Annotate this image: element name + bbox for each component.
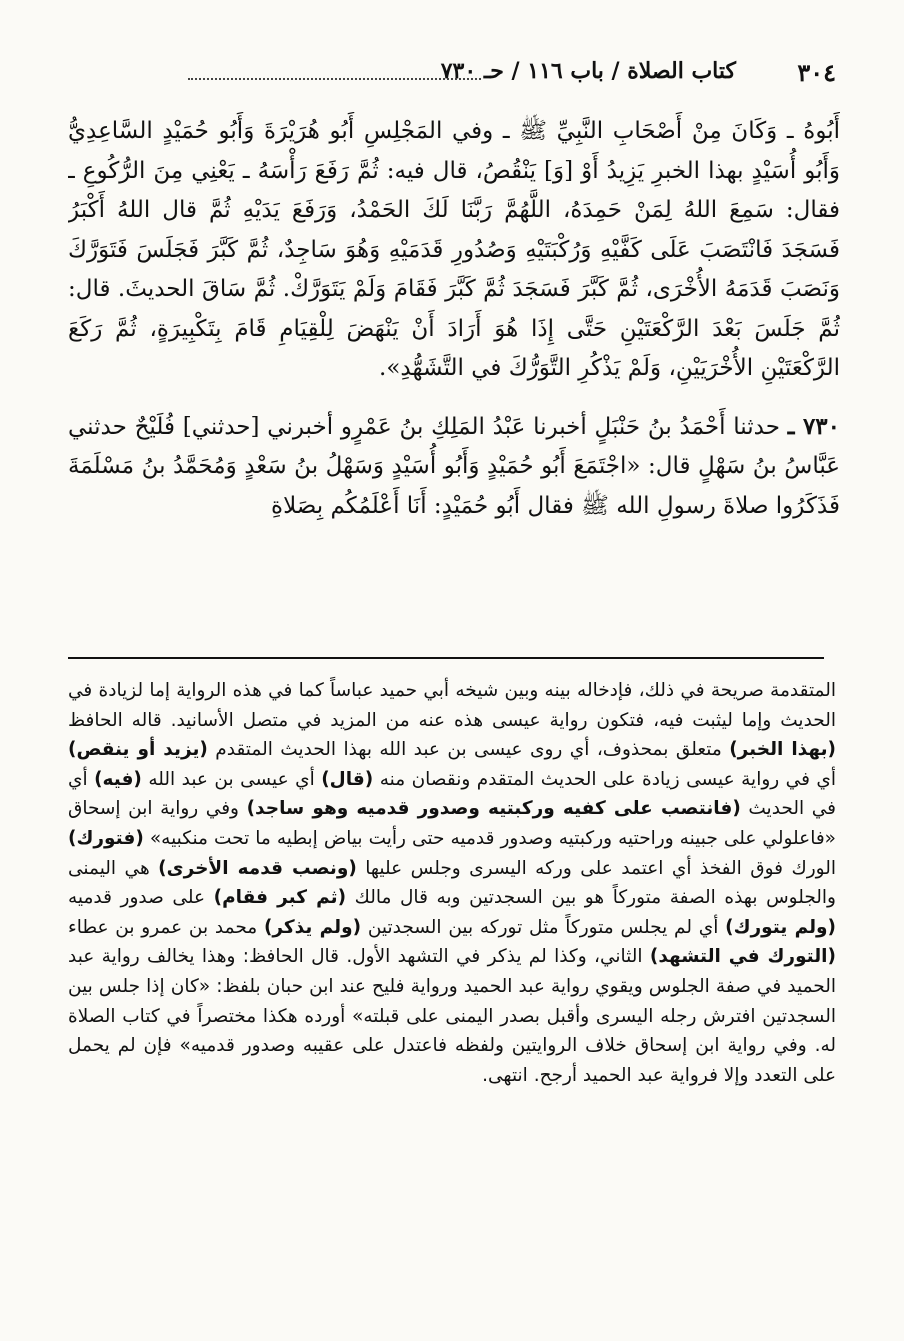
commentary-paragraph [68, 676, 836, 1090]
note-text: الثاني، وكذا لم يذكر في التشهد الأول. قال الحافظ: وهذا يخالف رواية عبد الحميد في صفة الجلوس ويقوي رواية عبد الحميد ورواية فليح عند ابن حبان بلفظ: «كان إذا جلس بين السجدتين افترش رجله اليسرى وأقبل بصدر اليمنى على قبلته» أورده هكذا مختصراً في كتاب الصلاة له. وفي رواية ابن إسحاق خلاف الروايتين ولفظه فاعتدل على عقيبه وصدور قدميه» فإن لم يحمل على التعدد وإلا فرواية عبد الحميد أرجح. انتهى. [68, 946, 836, 1086]
note-text: هي اليمنى والجلوس بهذه الصفة متوركاً هو بين السجدتين وبه قال مالك [68, 857, 836, 909]
hadith-number: ٧٣٠ ـ [787, 412, 840, 440]
note-term: (ثم كبر فقام) [213, 887, 347, 909]
note-term: (بهذا الخبر) [729, 739, 836, 761]
main-paragraph-2 [68, 407, 840, 527]
note-term: (ولم يتورك) [725, 916, 836, 938]
note-text: أي في الحديث [68, 768, 836, 820]
hadith-text: حدثنا أَحْمَدُ بنُ حَنْبَلٍ أخبرنا عَبْدُ المَلِكِ بنُ عَمْرٍو أخبرني [حدثني] فُلَيْحٌ حدثني عَبَّاسُ بنُ سَهْلٍ قال: «اجْتَمَعَ أَبُو حُمَيْدٍ وَأَبُو أُسَيْدٍ وَسَهْلُ بنُ سَعْدٍ وَمُحَمَّدُ بنُ مَسْلَمَةَ فَذَكَرُوا صلاةَ رسولِ الله ﷺ فقال أَبُو حُمَيْدٍ: أَنَا أَعْلَمُكُم بِصَلاةِ [68, 413, 840, 519]
note-text: متعلق بمحذوف، أي روى عيسى بن عبد الله بهذا الحديث المتقدم [215, 739, 722, 761]
note-text: محمد بن عمرو بن عطاء [68, 916, 258, 938]
note-term: (ولم يذكر) [263, 916, 362, 938]
note-text: أي لم يجلس متوركاً مثل توركه بين السجدتين [367, 916, 719, 938]
note-term: (فتورك) [68, 827, 144, 849]
note-term: (فيه) [94, 768, 142, 790]
running-title: كتاب الصلاة / باب ١١٦ / حـ ٧٣٠ [440, 58, 736, 84]
page-number: ٣٠٤ [797, 58, 836, 87]
dotted-leader [188, 78, 481, 80]
page-header [68, 58, 836, 94]
commentary [68, 676, 836, 1276]
note-text: أي عيسى بن عبد الله [148, 768, 315, 790]
note-term: (فانتصب على كفيه وركبتيه وصدور قدميه وهو ساجد) [246, 798, 741, 820]
note-term: (يزيد أو ينقص) [68, 739, 208, 761]
note-text: الورك فوق الفخذ أي اعتمد على وركه اليسرى وجلس عليها [365, 857, 836, 879]
note-term: (قال) [321, 768, 374, 790]
main-text [68, 112, 840, 632]
main-paragraph-1: أَبُوهُ ـ وَكَانَ مِنْ أَصْحَابِ النَّبِيِّ ﷺ ـ وفي المَجْلِسِ أَبُو هُرَيْرَةَ وَأَبُو حُمَيْدٍ السَّاعِدِيُّ وَأَبُو أُسَيْدٍ بهذا الخبرِ يَزِيدُ أَوْ [وَ] يَنْقُصُ، قال فيه: ثُمَّ رَفَعَ رَأْسَهُ ـ يَعْنِي مِنَ الرُّكُوعِ ـ فقال: سَمِعَ اللهُ لِمَنْ حَمِدَهُ، اللَّهُمَّ رَبَّنَا لَكَ الحَمْدُ، وَرَفَعَ يَدَيْهِ ثُمَّ قال اللهُ أَكْبَرُ فَسَجَدَ فَانْتَصَبَ عَلَى كَفَّيْهِ وَرُكْبَتَيْهِ وَصُدُورِ قَدَمَيْهِ وَهُوَ سَاجِدٌ، ثُمَّ كَبَّرَ فَجَلَسَ فَتَوَرَّكَ وَنَصَبَ قَدَمَهُ الأُخْرَى، ثُمَّ كَبَّرَ فَسَجَدَ ثُمَّ كَبَّرَ فَقَامَ وَلَمْ يَتَوَرَّكْ. ثُمَّ سَاقَ الحديثَ. قال: ثُمَّ جَلَسَ بَعْدَ الرَّكْعَتَيْنِ حَتَّى إِذَا هُوَ أَرَادَ أَنْ يَنْهَضَ لِلْقِيَامِ قَامَ بِتَكْبِيرَةٍ، ثُمَّ رَكَعَ الرَّكْعَتَيْنِ الأُخْرَيَيْنِ، وَلَمْ يَذْكُرِ التَّوَرُّكَ في التَّشَهُّدِ». [68, 118, 840, 382]
note-text: أي في رواية عيسى زيادة على الحديث المتقدم ونقصان منه [379, 768, 836, 790]
note-term: (التورك في التشهد) [649, 946, 836, 968]
footnote-divider [68, 657, 824, 659]
note-text: على صدور قدميه [68, 887, 206, 909]
note-text: وفي رواية ابن إسحاق «فاعلولي على جبينه وراحتيه وركبتيه وصدور قدميه حتى رأيت بياض إبطيه ما تحت منكبيه» [68, 798, 836, 849]
note-term: (ونصب قدمه الأخرى) [158, 857, 357, 879]
note-text: المتقدمة صريحة في ذلك، فإدخاله بينه وبين شيخه أبي حميد عباساً كما في هذه الرواية إما لزيادة في الحديث وإما ليثبت فيه، فتكون رواية عيسى هذه عنه من المزيد في متصل الأسانيد. قاله الحافظ [68, 680, 836, 731]
